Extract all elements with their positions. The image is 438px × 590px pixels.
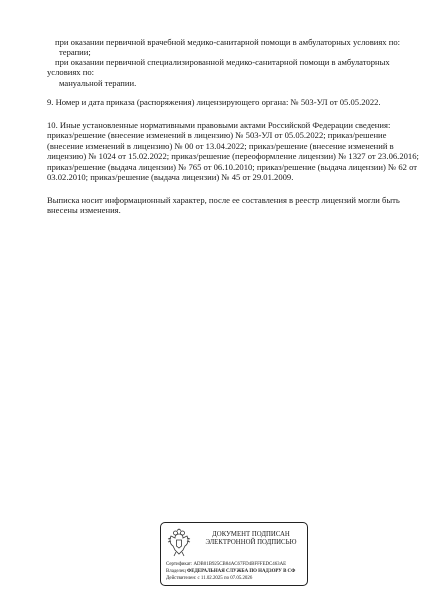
- disclaimer-note: Выписка носит информационный характер, после ее составления в реестр лицензий могли быть внесены изменения.: [47, 195, 400, 216]
- list-line-1: при оказании первичной врачебной медико-санитарной помощи в амбулаторных условиях по:: [55, 37, 401, 47]
- stamp-owner-label: Владелец: [166, 569, 186, 574]
- list-line-3: при оказании первичной специализированной медико-санитарной помощи в амбулаторных: [55, 57, 390, 67]
- stamp-title: [199, 531, 303, 547]
- stamp-certificate: Сертификат: ADB01B925CB84AC67FD4BFFFEDC463AE: [166, 562, 287, 567]
- item-10-other-info: 10. Иные установленные нормативными правовыми актами Российской Федерации сведения: приказ/решение (внесение изменений в лицензию) № 503-УЛ от 05.05.2022; приказ/решение (внесение изменений в лицензию) № 00 от 13.04.2022; приказ/решение (внесение изменений в лицензию) № 1024 от 15.02.2022; приказ/решение (переоформление лицензии) № 1327 от 23.06.2016; приказ/решение (выдача лицензии) № 765 от 06.10.2010; приказ/решение (выдача лицензии) № 62 от 03.02.2010; приказ/решение (выдача лицензии) № 45 от 29.01.2009.: [47, 120, 419, 183]
- stamp-owner: ФЕДЕРАЛЬНАЯ СЛУЖБА ПО НАДЗОРУ В СФ: [187, 569, 296, 574]
- list-line-5: мануальной терапии.: [59, 78, 137, 88]
- stamp-validity: Действителен: с 11.02.2025 по 07.05.2026: [166, 576, 253, 581]
- list-line-2: терапии;: [59, 47, 91, 57]
- list-line-4: условиях по:: [47, 67, 95, 77]
- stamp-title-line-2: ЭЛЕКТРОННОЙ ПОДПИСЬЮ: [205, 539, 297, 546]
- russian-coat-of-arms-icon: [166, 528, 192, 558]
- item-9-order-number: 9. Номер и дата приказа (распоряжения) лицензирующего органа: № 503-УЛ от 05.05.2022.: [47, 97, 381, 107]
- stamp-title-line-1: ДОКУМЕНТ ПОДПИСАН: [212, 531, 290, 538]
- stamp-owner-row: [166, 569, 295, 575]
- electronic-signature-stamp: [160, 522, 308, 586]
